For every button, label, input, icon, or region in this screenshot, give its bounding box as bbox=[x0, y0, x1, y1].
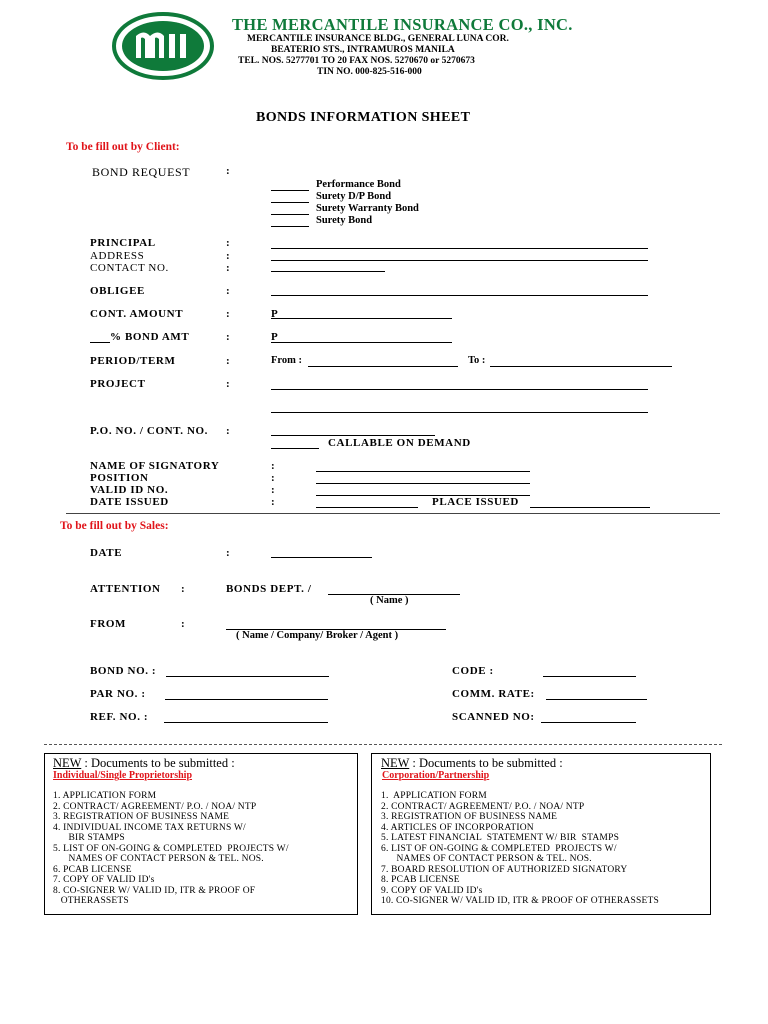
from-label: From : bbox=[271, 355, 303, 366]
company-name: THE MERCANTILE INSURANCE CO., INC. bbox=[232, 15, 573, 34]
list-item: 10. CO-SIGNER W/ VALID ID, ITR & PROOF OF OTHERASSETS bbox=[381, 896, 659, 906]
list-item: 1. APPLICATION FORM bbox=[381, 791, 487, 801]
section-divider bbox=[66, 513, 720, 514]
corporation-documents-list bbox=[381, 791, 659, 907]
project-label: PROJECT bbox=[90, 378, 146, 390]
contact-no-field[interactable] bbox=[271, 271, 385, 272]
address-line-1: MERCANTILE INSURANCE BLDG., GENERAL LUNA COR. bbox=[247, 34, 509, 44]
ref-no-label: REF. NO. : bbox=[90, 711, 149, 723]
list-item: BIR STAMPS bbox=[53, 833, 125, 843]
place-issued-label: PLACE ISSUED bbox=[432, 496, 519, 508]
sales-date-colon: : bbox=[226, 547, 230, 559]
list-item: 5. LATEST FINANCIAL STATEMENT W/ BIR STAMPS bbox=[381, 833, 620, 843]
option-performance-bond: Performance Bond bbox=[316, 179, 401, 190]
bond-amt-label: % BOND AMT bbox=[110, 331, 190, 343]
list-item: 7. BOARD RESOLUTION OF AUTHORIZED SIGNATORY bbox=[381, 864, 628, 875]
option-surety-warranty-bond: Surety Warranty Bond bbox=[316, 203, 419, 214]
from-colon: : bbox=[181, 618, 185, 630]
individual-documents-list bbox=[53, 791, 289, 907]
to-label: To : bbox=[468, 355, 486, 366]
documents-title-corporation bbox=[381, 756, 563, 771]
par-no-field[interactable] bbox=[165, 699, 328, 700]
individual-subtitle: Individual/Single Proprietorship bbox=[53, 770, 193, 781]
code-label: CODE : bbox=[452, 665, 494, 677]
principal-colon: : bbox=[226, 237, 230, 249]
surety-dp-bond-blank[interactable] bbox=[271, 202, 309, 203]
callable-on-demand-label: CALLABLE ON DEMAND bbox=[328, 437, 471, 449]
mii-logo-icon bbox=[112, 12, 214, 80]
from-caption: ( Name / Company/ Broker / Agent ) bbox=[236, 630, 399, 641]
position-field[interactable] bbox=[316, 483, 530, 484]
client-section-heading: To be fill out by Client: bbox=[66, 141, 180, 153]
list-item: 2. CONTRACT/ AGREEMENT/ P.O. / NOA/ NTP bbox=[53, 801, 257, 812]
performance-bond-blank[interactable] bbox=[271, 190, 309, 191]
obligee-field[interactable] bbox=[271, 295, 648, 296]
documents-title-individual bbox=[53, 756, 235, 771]
list-item: 8. CO-SIGNER W/ VALID ID, ITR & PROOF OF bbox=[53, 885, 256, 896]
ref-no-field[interactable] bbox=[164, 722, 328, 723]
code-field[interactable] bbox=[543, 676, 636, 677]
project-field-line-1[interactable] bbox=[271, 389, 648, 390]
documents-box-individual bbox=[44, 753, 358, 915]
place-issued-field[interactable] bbox=[530, 507, 650, 508]
project-colon: : bbox=[226, 378, 230, 390]
documents-box-corporation bbox=[371, 753, 711, 915]
bond-amt-field[interactable] bbox=[271, 342, 452, 343]
list-item: 5. LIST OF ON-GOING & COMPLETED PROJECTS W/ bbox=[53, 843, 289, 854]
list-item: NAMES OF CONTACT PERSON & TEL. NOS. bbox=[381, 854, 592, 864]
name-of-signatory-label: NAME OF SIGNATORY bbox=[90, 460, 220, 472]
sales-date-field[interactable] bbox=[271, 557, 372, 558]
bond-amt-peso: P bbox=[271, 331, 278, 343]
documents-title-text: : Documents to be submitted : bbox=[81, 756, 235, 770]
sales-section-heading: To be fill out by Sales: bbox=[60, 520, 169, 532]
list-item: 7. COPY OF VALID ID's bbox=[53, 875, 155, 885]
principal-field[interactable] bbox=[271, 248, 648, 249]
from-field-label: FROM bbox=[90, 618, 127, 630]
contact-no-colon: : bbox=[226, 262, 230, 274]
list-item: 1. APPLICATION FORM bbox=[53, 791, 157, 801]
cont-amount-colon: : bbox=[226, 308, 230, 320]
list-item: 4. ARTICLES OF INCORPORATION bbox=[381, 822, 534, 833]
date-issued-label: DATE ISSUED bbox=[90, 496, 169, 508]
contact-no-label: CONTACT NO. bbox=[90, 262, 169, 274]
tin-line: TIN NO. 000-825-516-000 bbox=[317, 67, 422, 77]
dashed-divider bbox=[44, 744, 722, 745]
bond-no-label: BOND NO. : bbox=[90, 665, 157, 677]
surety-warranty-bond-blank[interactable] bbox=[271, 214, 309, 215]
date-issued-field[interactable] bbox=[316, 507, 418, 508]
position-colon: : bbox=[271, 472, 275, 484]
signatory-field[interactable] bbox=[316, 471, 530, 472]
list-item: 3. REGISTRATION OF BUSINESS NAME bbox=[53, 812, 230, 822]
address-label: ADDRESS bbox=[90, 250, 145, 262]
option-surety-dp-bond: Surety D/P Bond bbox=[316, 191, 392, 202]
par-no-label: PAR NO. : bbox=[90, 688, 146, 700]
bond-percent-blank[interactable] bbox=[90, 342, 110, 343]
option-surety-bond: Surety Bond bbox=[316, 215, 373, 226]
new-label: NEW bbox=[53, 756, 82, 770]
list-item: 9. COPY OF VALID ID's bbox=[381, 885, 483, 896]
period-term-colon: : bbox=[226, 355, 230, 367]
list-item: 3. REGISTRATION OF BUSINESS NAME bbox=[381, 812, 558, 822]
obligee-label: OBLIGEE bbox=[90, 285, 145, 297]
bond-amt-colon: : bbox=[226, 331, 230, 343]
comm-rate-field[interactable] bbox=[546, 699, 647, 700]
date-issued-colon: : bbox=[271, 496, 275, 508]
list-item: 2. CONTRACT/ AGREEMENT/ P.O. / NOA/ NTP bbox=[381, 801, 585, 812]
bond-no-field[interactable] bbox=[166, 676, 329, 677]
surety-bond-blank[interactable] bbox=[271, 226, 309, 227]
list-item: NAMES OF CONTACT PERSON & TEL. NOS. bbox=[53, 854, 264, 864]
list-item: 6. PCAB LICENSE bbox=[53, 864, 132, 875]
principal-label: PRINCIPAL bbox=[90, 237, 156, 249]
bond-request-colon: : bbox=[226, 165, 230, 177]
signatory-colon: : bbox=[271, 460, 275, 472]
period-from-field[interactable] bbox=[308, 366, 458, 367]
new-label: NEW bbox=[381, 756, 410, 770]
valid-id-colon: : bbox=[271, 484, 275, 496]
po-no-label: P.O. NO. / CONT. NO. bbox=[90, 425, 209, 437]
list-item: OTHERASSETS bbox=[53, 896, 129, 906]
comm-rate-label: COMM. RATE: bbox=[452, 688, 535, 700]
position-label: POSITION bbox=[90, 472, 149, 484]
list-item: 6. LIST OF ON-GOING & COMPLETED PROJECTS W/ bbox=[381, 843, 617, 854]
po-no-colon: : bbox=[226, 425, 230, 437]
attention-label: ATTENTION bbox=[90, 583, 161, 595]
scanned-no-label: SCANNED NO: bbox=[452, 711, 535, 723]
address-colon: : bbox=[226, 250, 230, 262]
address-field[interactable] bbox=[271, 260, 648, 261]
cont-amount-label: CONT. AMOUNT bbox=[90, 308, 184, 320]
documents-title-text: : Documents to be submitted : bbox=[409, 756, 563, 770]
period-to-field[interactable] bbox=[490, 366, 672, 367]
corporation-subtitle: Corporation/Partnership bbox=[382, 770, 490, 781]
bonds-dept-label: BONDS DEPT. / bbox=[226, 583, 312, 595]
period-term-label: PERIOD/TERM bbox=[90, 355, 176, 367]
scanned-no-field[interactable] bbox=[541, 722, 636, 723]
list-item: 8. PCAB LICENSE bbox=[381, 875, 460, 885]
name-caption: ( Name ) bbox=[370, 595, 409, 606]
sales-date-label: DATE bbox=[90, 547, 123, 559]
cont-amount-field[interactable] bbox=[271, 318, 452, 319]
address-line-2: BEATERIO STS., INTRAMUROS MANILA bbox=[271, 45, 455, 55]
obligee-colon: : bbox=[226, 285, 230, 297]
callable-blank[interactable] bbox=[271, 448, 319, 449]
valid-id-label: VALID ID NO. bbox=[90, 484, 169, 496]
project-field-line-2[interactable] bbox=[271, 412, 648, 413]
cont-amount-peso: P bbox=[271, 308, 278, 320]
list-item: 4. INDIVIDUAL INCOME TAX RETURNS W/ bbox=[53, 822, 246, 833]
attention-colon: : bbox=[181, 583, 185, 595]
page-title: BONDS INFORMATION SHEET bbox=[256, 110, 471, 125]
telephone-line: TEL. NOS. 5277701 TO 20 FAX NOS. 5270670 or 5270673 bbox=[238, 56, 475, 66]
bond-request-label: BOND REQUEST bbox=[92, 165, 191, 179]
po-no-field[interactable] bbox=[271, 435, 435, 436]
